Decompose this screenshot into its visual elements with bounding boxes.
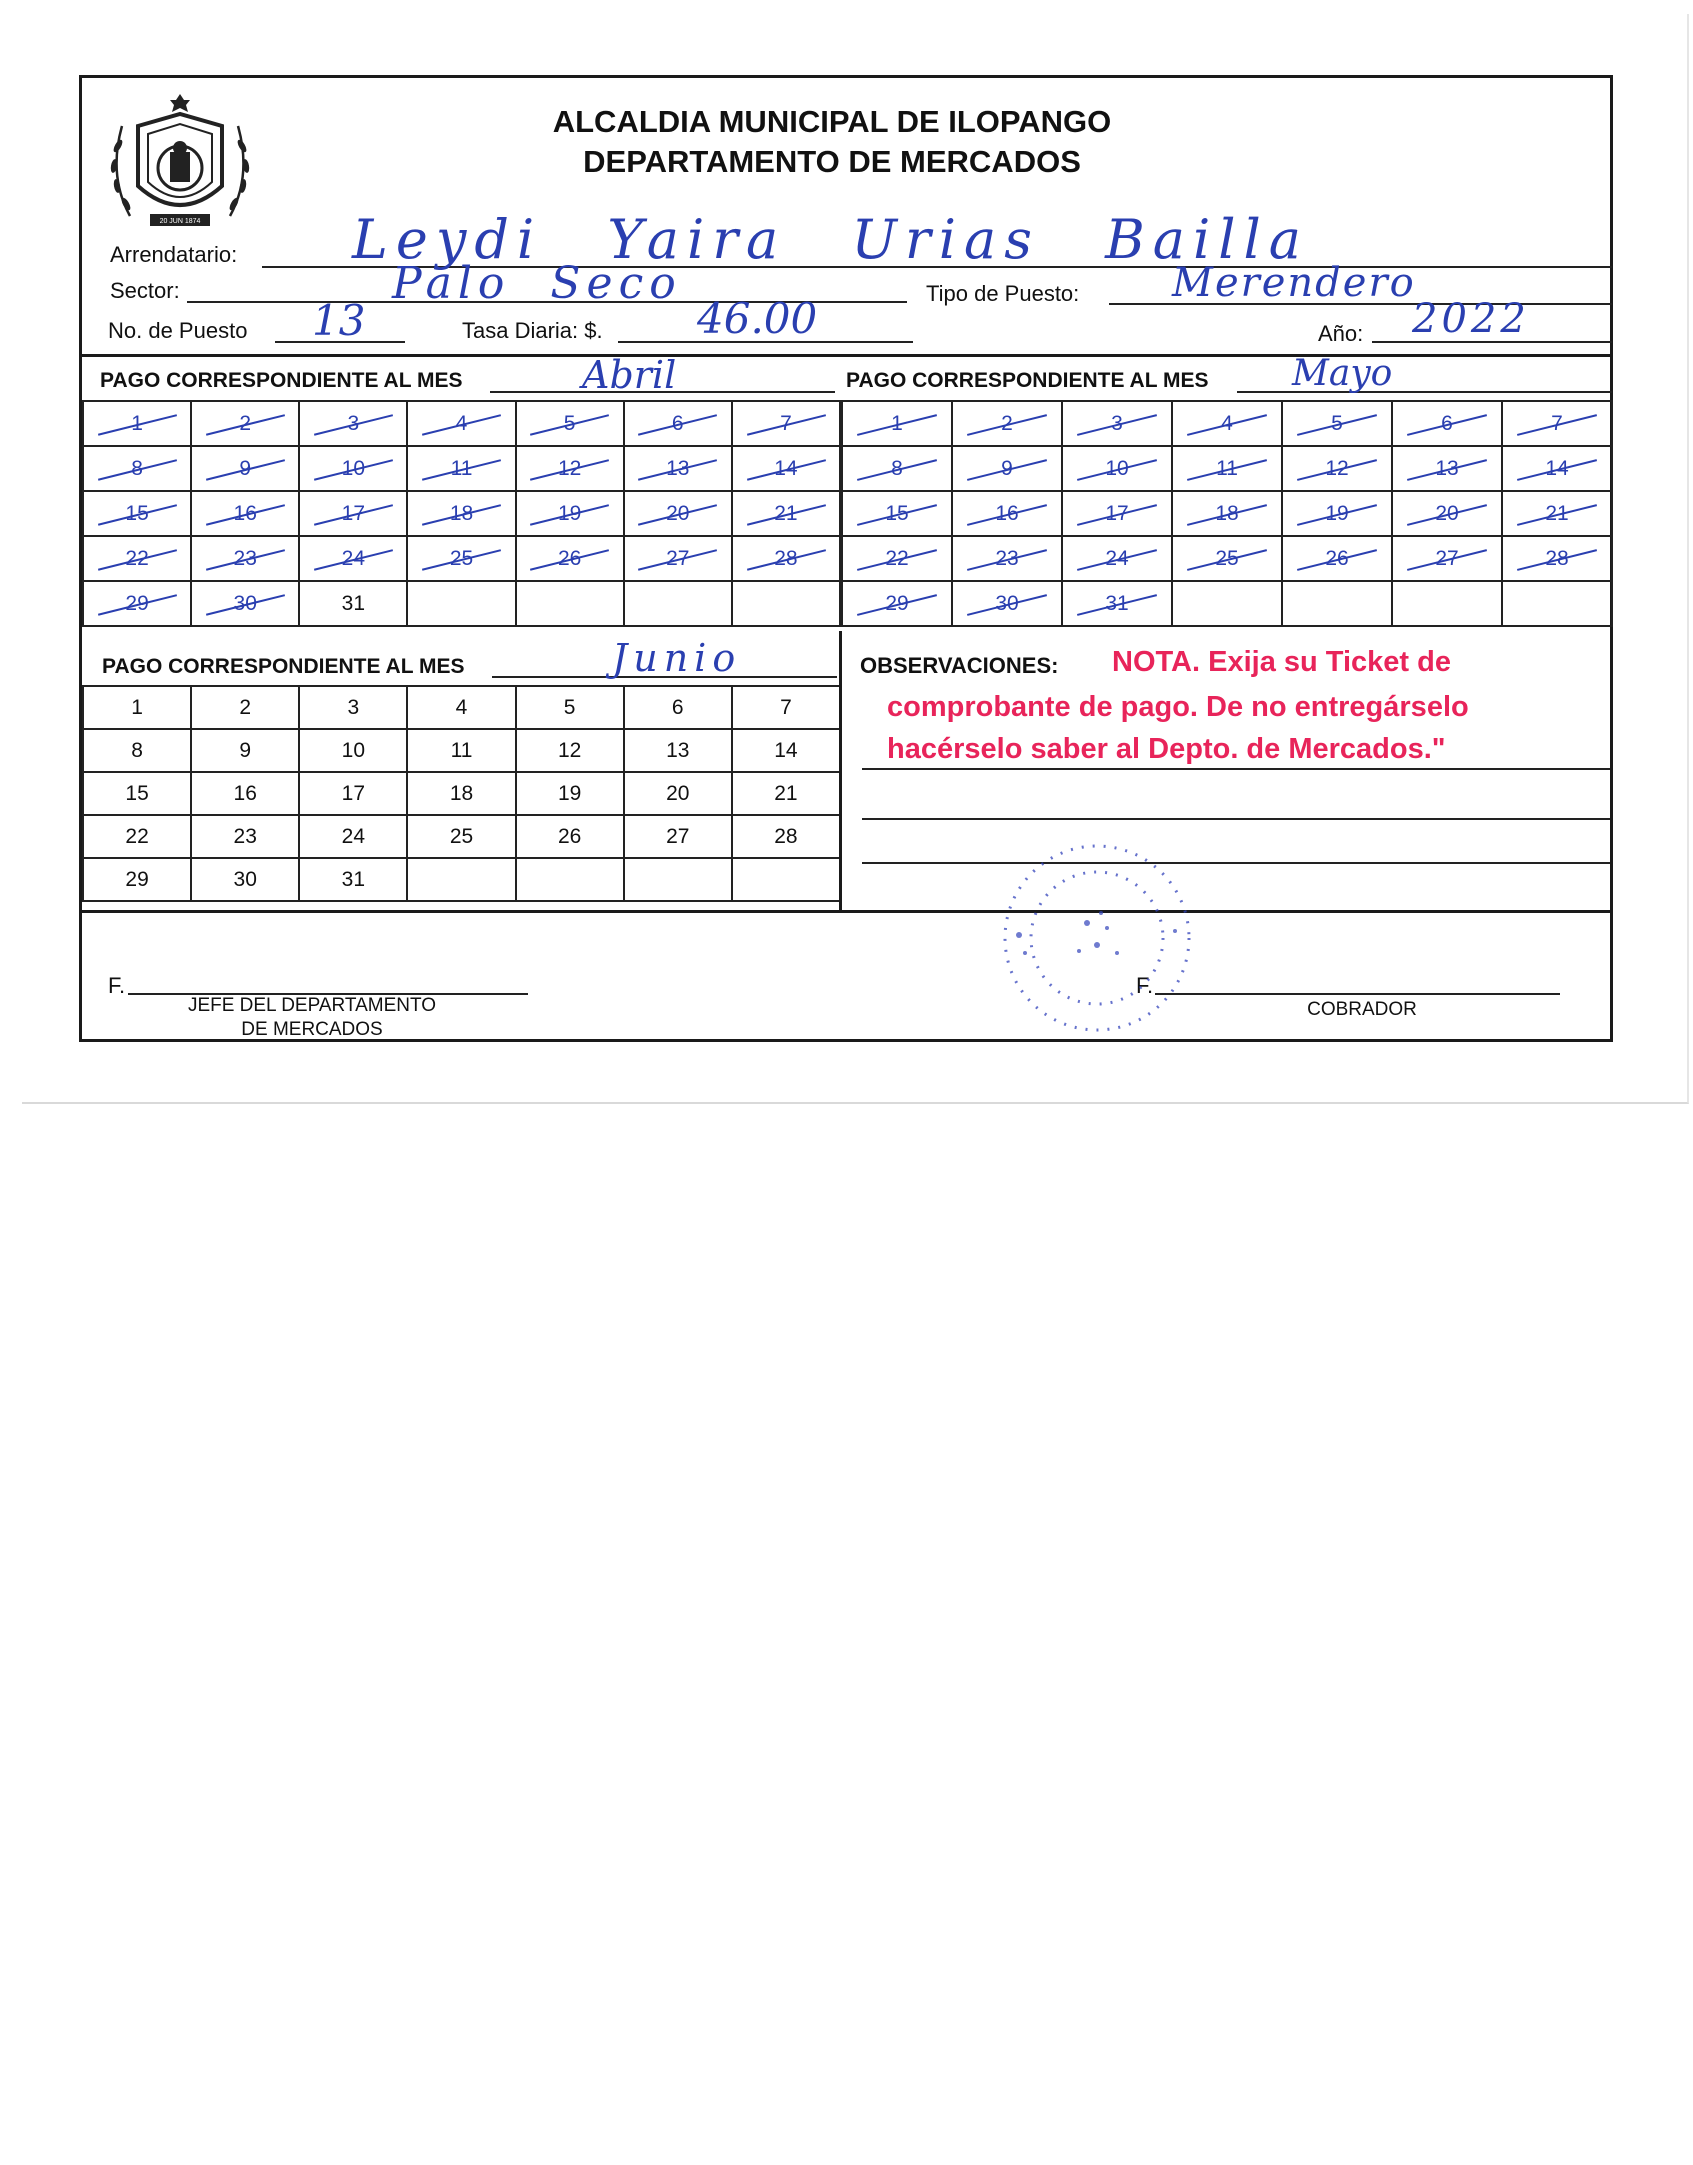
- week-row: [842, 446, 1612, 491]
- day-cell-26[interactable]: 26: [516, 815, 624, 858]
- day-cell-14[interactable]: 14: [732, 446, 840, 491]
- day-cell-28[interactable]: 28: [732, 815, 840, 858]
- day-cell-23[interactable]: 23: [952, 536, 1062, 581]
- week-row: [83, 491, 840, 536]
- day-cell-13[interactable]: 13: [1392, 446, 1502, 491]
- day-cell-5[interactable]: 5: [516, 686, 624, 729]
- empty-cell: [624, 858, 732, 901]
- day-cell-10[interactable]: 10: [299, 446, 407, 491]
- jefe-label-line2: DE MERCADOS: [241, 1019, 383, 1040]
- day-cell-31[interactable]: 31: [1062, 581, 1172, 626]
- day-cell-13[interactable]: 13: [624, 729, 732, 772]
- observaciones-line-3: [862, 862, 1610, 864]
- day-cell-23[interactable]: 23: [191, 815, 299, 858]
- day-cell-25[interactable]: 25: [1172, 536, 1282, 581]
- jefe-f-label: F.: [108, 973, 126, 998]
- anio-label: Año:: [1318, 321, 1364, 346]
- day-cell-30[interactable]: 30: [191, 858, 299, 901]
- day-cell-7[interactable]: 7: [732, 401, 840, 446]
- empty-cell: [1172, 581, 1282, 626]
- day-cell-7[interactable]: 7: [1502, 401, 1612, 446]
- day-cell-30[interactable]: 30: [952, 581, 1062, 626]
- day-cell-27[interactable]: 27: [624, 536, 732, 581]
- day-cell-20[interactable]: 20: [624, 491, 732, 536]
- day-cell-8[interactable]: 8: [842, 446, 952, 491]
- tasa-value[interactable]: 46.00: [697, 294, 818, 343]
- may-days-grid: [841, 400, 1613, 627]
- day-cell-7[interactable]: 7: [732, 686, 840, 729]
- day-cell-12[interactable]: 12: [516, 729, 624, 772]
- day-cell-22[interactable]: 22: [842, 536, 952, 581]
- day-cell-4[interactable]: 4: [1172, 401, 1282, 446]
- day-cell-30[interactable]: 30: [191, 581, 299, 626]
- day-cell-22[interactable]: 22: [83, 536, 191, 581]
- day-cell-11[interactable]: 11: [1172, 446, 1282, 491]
- day-cell-31[interactable]: 31: [299, 581, 407, 626]
- day-cell-19[interactable]: 19: [516, 772, 624, 815]
- april-days-grid: [82, 400, 841, 627]
- empty-cell: [1392, 581, 1502, 626]
- week-row: [83, 536, 840, 581]
- empty-cell: [732, 858, 840, 901]
- day-cell-2[interactable]: 2: [952, 401, 1062, 446]
- day-cell-14[interactable]: 14: [732, 729, 840, 772]
- day-cell-10[interactable]: 10: [299, 729, 407, 772]
- day-cell-3[interactable]: 3: [299, 401, 407, 446]
- observaciones-line-1: [862, 768, 1610, 770]
- puesto-value[interactable]: 13: [312, 296, 366, 345]
- day-cell-26[interactable]: 26: [516, 536, 624, 581]
- day-cell-15[interactable]: 15: [83, 772, 191, 815]
- week-row: [842, 491, 1612, 536]
- day-cell-16[interactable]: 16: [952, 491, 1062, 536]
- day-cell-25[interactable]: 25: [407, 536, 515, 581]
- note-line-2: comprobante de pago. De no entregárselo: [887, 691, 1469, 723]
- day-cell-21[interactable]: 21: [732, 772, 840, 815]
- day-cell-18[interactable]: 18: [1172, 491, 1282, 536]
- day-cell-8[interactable]: 8: [83, 729, 191, 772]
- day-cell-28[interactable]: 28: [732, 536, 840, 581]
- week-row: [83, 686, 840, 729]
- week-row: [83, 815, 840, 858]
- day-cell-15[interactable]: 15: [83, 491, 191, 536]
- title-municipality: ALCALDIA MUNICIPAL DE ILOPANGO: [552, 104, 1112, 139]
- june-header-label: PAGO CORRESPONDIENTE AL MES: [102, 655, 465, 678]
- title-department: DEPARTAMENTO DE MERCADOS: [583, 144, 1081, 179]
- signature-divider: [82, 910, 1610, 913]
- may-header-label: PAGO CORRESPONDIENTE AL MES: [846, 369, 1209, 392]
- day-cell-24[interactable]: 24: [299, 815, 407, 858]
- week-row: [842, 581, 1612, 626]
- day-cell-9[interactable]: 9: [191, 446, 299, 491]
- empty-cell: [516, 581, 624, 626]
- april-header-label: PAGO CORRESPONDIENTE AL MES: [100, 369, 463, 392]
- week-row: [842, 401, 1612, 446]
- document-title: [382, 102, 1282, 182]
- empty-cell: [624, 581, 732, 626]
- day-cell-20[interactable]: 20: [1392, 491, 1502, 536]
- day-cell-15[interactable]: 15: [842, 491, 952, 536]
- empty-cell: [732, 581, 840, 626]
- week-row: [83, 446, 840, 491]
- arrendatario-label: Arrendatario:: [110, 242, 238, 267]
- day-cell-16[interactable]: 16: [191, 491, 299, 536]
- observaciones-label: OBSERVACIONES:: [860, 653, 1059, 678]
- day-cell-31[interactable]: 31: [299, 858, 407, 901]
- june-days-grid: [82, 685, 841, 902]
- day-cell-2[interactable]: 2: [191, 686, 299, 729]
- day-cell-1[interactable]: 1: [83, 686, 191, 729]
- day-cell-12[interactable]: 12: [1282, 446, 1392, 491]
- day-cell-29[interactable]: 29: [83, 581, 191, 626]
- day-cell-17[interactable]: 17: [299, 491, 407, 536]
- day-cell-24[interactable]: 24: [299, 536, 407, 581]
- day-cell-19[interactable]: 19: [516, 491, 624, 536]
- empty-cell: [1282, 581, 1392, 626]
- sector-label: Sector:: [110, 278, 180, 303]
- day-cell-4[interactable]: 4: [407, 401, 515, 446]
- empty-cell: [407, 581, 515, 626]
- day-cell-29[interactable]: 29: [842, 581, 952, 626]
- day-cell-6[interactable]: 6: [624, 686, 732, 729]
- jefe-label: [162, 994, 462, 1042]
- puesto-label: No. de Puesto: [108, 318, 248, 343]
- week-row: [83, 772, 840, 815]
- day-cell-27[interactable]: 27: [624, 815, 732, 858]
- day-cell-5[interactable]: 5: [516, 401, 624, 446]
- day-cell-3[interactable]: 3: [1062, 401, 1172, 446]
- sector-value[interactable]: Palo Seco: [392, 258, 682, 309]
- day-cell-20[interactable]: 20: [624, 772, 732, 815]
- day-cell-25[interactable]: 25: [407, 815, 515, 858]
- day-cell-4[interactable]: 4: [407, 686, 515, 729]
- municipal-seal-icon: [100, 86, 260, 236]
- day-cell-10[interactable]: 10: [1062, 446, 1172, 491]
- observations-divider: [839, 631, 842, 912]
- empty-cell: [407, 858, 515, 901]
- jefe-label-line1: JEFE DEL DEPARTAMENTO: [187, 995, 437, 1016]
- day-cell-11[interactable]: 11: [407, 729, 515, 772]
- cobrador-f-label: F.: [1136, 973, 1154, 998]
- day-cell-6[interactable]: 6: [1392, 401, 1502, 446]
- day-cell-19[interactable]: 19: [1282, 491, 1392, 536]
- day-cell-22[interactable]: 22: [83, 815, 191, 858]
- tasa-label: Tasa Diaria: $.: [462, 318, 603, 343]
- week-row: [83, 581, 840, 626]
- payment-card: [79, 75, 1613, 1042]
- day-cell-3[interactable]: 3: [299, 686, 407, 729]
- day-cell-1[interactable]: 1: [842, 401, 952, 446]
- week-row: [842, 536, 1612, 581]
- day-cell-17[interactable]: 17: [299, 772, 407, 815]
- day-cell-2[interactable]: 2: [191, 401, 299, 446]
- day-cell-14[interactable]: 14: [1502, 446, 1612, 491]
- day-cell-5[interactable]: 5: [1282, 401, 1392, 446]
- day-cell-18[interactable]: 18: [407, 772, 515, 815]
- week-row: [83, 858, 840, 901]
- day-cell-1[interactable]: 1: [83, 401, 191, 446]
- cobrador-signature-line[interactable]: [1155, 993, 1560, 995]
- day-cell-27[interactable]: 27: [1392, 536, 1502, 581]
- empty-cell: [1502, 581, 1612, 626]
- cobrador-label: COBRADOR: [1307, 999, 1417, 1020]
- day-cell-11[interactable]: 11: [407, 446, 515, 491]
- day-cell-13[interactable]: 13: [624, 446, 732, 491]
- empty-cell: [516, 858, 624, 901]
- day-cell-6[interactable]: 6: [624, 401, 732, 446]
- day-cell-16[interactable]: 16: [191, 772, 299, 815]
- day-cell-21[interactable]: 21: [1502, 491, 1612, 536]
- svg-text:20 JUN 1874: 20 JUN 1874: [159, 218, 201, 225]
- day-cell-9[interactable]: 9: [952, 446, 1062, 491]
- day-cell-28[interactable]: 28: [1502, 536, 1612, 581]
- week-row: [83, 401, 840, 446]
- day-cell-9[interactable]: 9: [191, 729, 299, 772]
- april-value[interactable]: Abril: [582, 353, 677, 397]
- day-cell-21[interactable]: 21: [732, 491, 840, 536]
- day-cell-23[interactable]: 23: [191, 536, 299, 581]
- day-cell-18[interactable]: 18: [407, 491, 515, 536]
- day-cell-8[interactable]: 8: [83, 446, 191, 491]
- week-row: [83, 729, 840, 772]
- tipo-puesto-value[interactable]: Merendero: [1172, 260, 1416, 306]
- day-cell-12[interactable]: 12: [516, 446, 624, 491]
- june-value[interactable]: Junio: [612, 636, 742, 680]
- may-value[interactable]: Mayo: [1292, 353, 1393, 394]
- ink-stamp-icon: [997, 833, 1197, 1043]
- observaciones-line-2: [862, 818, 1610, 820]
- day-cell-24[interactable]: 24: [1062, 536, 1172, 581]
- arrendatario-value[interactable]: Leydi Yaira Urias Bailla: [352, 208, 1309, 271]
- day-cell-26[interactable]: 26: [1282, 536, 1392, 581]
- tipo-puesto-label: Tipo de Puesto:: [926, 281, 1080, 306]
- anio-value[interactable]: 2022: [1412, 296, 1530, 342]
- note-line-3: hacérselo saber al Depto. de Mercados.": [887, 733, 1446, 765]
- day-cell-29[interactable]: 29: [83, 858, 191, 901]
- note-line-1: NOTA. Exija su Ticket de: [1112, 646, 1451, 678]
- day-cell-17[interactable]: 17: [1062, 491, 1172, 536]
